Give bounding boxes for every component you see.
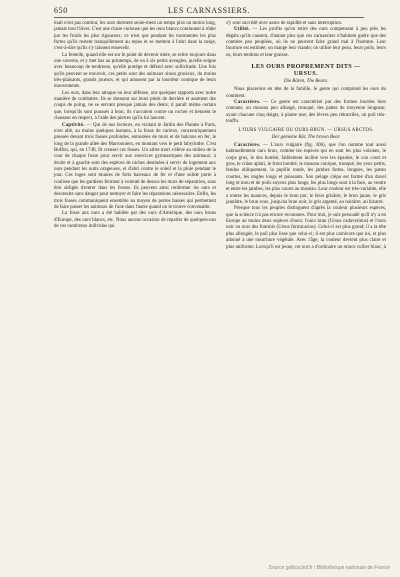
paragraph xyxy=(226,206,386,250)
running-title: LES CARNASSIERS. xyxy=(167,6,251,15)
paragraph xyxy=(54,211,216,230)
paragraph-text: — L'ours vulgaire (fig. 306), que l'on nomme tout aussi habituellement ours brun, comme les espèces qui en sont les plus voisines, le corps gros, le dos bombé, faiblement incliné vers les épaules, le cou court et gros, le crâne aplati, le front bombé, le museau conique, tronqué, les yeux petits, fendus obliquement, la pupille ronde, les jambes fortes, longues, les pattes courtes, les ongles longs et puissants. Son pelage crépu est formé d'un duvel long et mou et de poils soyeux plus longs; les plus longs sont à la face, au ventre et entre les jambes, les plus courts au museau. Leur couleur est très-variable, elle a toutes les nuances, depuis le brun pur, le brun grisâtre, le brun jaune, le gris jaunâtre, le brun roux, jusqu'au brun noir, le gris argenté, au noirâtre, au bizarré. xyxy=(226,143,386,206)
paragraph-text: La fosse aux ours a été habitée par des ours d'Amérique, des ours bruns d'Europe, des ours blancs, etc. Nous aurons occasion de reparler de quelques-uns de ces nombreux individus qui xyxy=(54,211,216,229)
page-number: 650 xyxy=(54,6,68,15)
paragraph-text: — Les profits qu'on retire des ours compensent à peu près les dégâts qu'ils causent, d'autant plus que ces carnassiers n'habitent guère que des contrées peu peuplées, où ils ne peuvent faire grand mal à l'homme. Leur fourrure est estimée; on mange leur viande; on utilise leur peau, leurs poils, leurs os, leurs tendons et leur graisse. xyxy=(226,27,386,58)
section-subtitle: URSUS. xyxy=(293,70,319,77)
paragraph-label: Caractères. xyxy=(234,100,261,106)
species-heading: L'OURS VULGAIRE OU OURS BRUN. — URSUS ARCTOS. xyxy=(238,128,374,134)
paragraph xyxy=(226,87,386,100)
paragraph-label: Utilité. xyxy=(234,27,250,33)
header-rule xyxy=(54,17,364,18)
paragraph xyxy=(226,100,386,125)
paragraph xyxy=(226,27,386,59)
paragraph xyxy=(226,143,386,206)
paragraph-text: s'y sont succédé avec assez de rapidité et sans interruption. xyxy=(226,21,343,26)
paragraph xyxy=(54,123,216,212)
paragraph xyxy=(54,21,216,53)
paragraph-text: Nous placerons en tête de la famille, le genre qui comprend les ours du continent. xyxy=(226,87,386,99)
section-title: LES OURS PROPREMENT DITS — xyxy=(251,63,361,71)
paragraph-label: Captivité. xyxy=(62,122,85,128)
paragraph xyxy=(54,53,216,91)
paragraph-label: Caractères. xyxy=(234,143,261,149)
right-column xyxy=(226,21,386,251)
paragraph-text: — Ce genre est caractérisé par des formes lourdes bien connues; un museau peu allongé, tronqué; des pattes de moyenne longueur, ayant chacune cinq doigts, à plante nue; des lèvres peu rétractiles, un poil très-touffu. xyxy=(226,100,386,125)
paragraph-text: — Qui de nos lecteurs, en visitant le Jardin des Plantes à Paris, n'est allé, au moins quelques instants, à la fosse de curieux, concentriquement pressée devant trois fosses profondes, entourées de murs et de balcons en fer, le long de la grande allée des Marronniers, en montant vers le petit labyrinthe. C'est Buffon, qui, en 1740, fit creuser ces fosses. Un arbre mort s'élève au milieu de la cour de chaque fosse pour servir aux exercices gymnastiques des animaux; à droite et à gauche sont des espèces de niches destinées à servir de logement aux ours pendant les nuits orageuses, et d'abri contre le soleil et la pluie pendant le jour. Ces loges sont munies de forts barreaux de fer et d'une solide porte à coulisse que les gardiens ferment à volonté de dessus les murs de séparation, sans être obligés d'entrer dans les fosses. Ils peuvent ainsi renfermer les ours et descendre sans danger pour nettoyer et faire les réparations nécessaires. Enfin, les trois fosses communiquent ensemble au moyen de portes basses qui permettent de faire passer les animaux de l'une dans l'autre quand on le trouve convenable. xyxy=(54,122,216,210)
paragraph-text: Les ours, dans leur attaque ou leur défense, ont quelques rapports avec notre manière de combattre. Ils se dressent sur leurs pieds de derrière et assènent des coups de poing, ne se servant presque jamais des dents; il paraît même certain que, lorsqu'ils sont poussés à bout, ils s'acculent contre un rocher et tiennent le chasseur en respect, à l'aide des pierres qu'ils lui lancent. xyxy=(54,90,216,122)
paragraph-text: Presque tous les peuples distinguent d'après la couleur plusieurs espèces, que la science n'a pas encore reconnues. Pour moi, je suis persuadé qu'il n'y a en Europe au moins deux espèces d'ours: l'ours brun (Ursus cadaverinus) et l'ours noir ou ours des fourmis (Ursus formicarius). Celui-ci est plus grand; il a la tête plus allongée, le poil plus lisse que celui-ci; il est plus carnivore que lui, et plus adonné à une nourriture végétale. Avec l'âge, la couleur devient plus claire et plus uniforme. Lorsqu'il est jeune, cet ours a d'ordinaire un mince collier blanc, à xyxy=(226,206,387,250)
paragraph-text: La femelle, quand elle est sur le point de devenir mère, se retire toujours dans une caverne, et y met bas au printemps, de un à six petits aveugles, qu'elle soigne avec beaucoup de tendresse, qu'elle protége et défend avec sollicitude. Une fois qu'ils peuvent se mouvoir, ces petits sont des animaux sinon gracieux, du moins très-plaisants, grands joueurs, et qui amusent par la lourdeur comique de leurs mouvements. xyxy=(54,52,216,90)
paragraph xyxy=(54,91,216,123)
left-column xyxy=(54,21,216,230)
species-synonyms: Der gemeine Bär, The brown Bear. xyxy=(271,134,341,140)
source-footer: Source gallica.bnf.fr / Bibliothèque nationale de France xyxy=(268,565,390,571)
paragraph-text: mail n'est pas continu; les ours dorment seule-ment un temps plus ou moins long, jamais tout l'hiver. C'est une chose curieuse que les ours blancs continuent à rôder par les froids les plus rigoureux; ce n'est que pendant les tourmentes les plus fortes qu'ils restent tranquillement au repos et se mettent à l'abri dans la neige, c'est-à-dire qu'ils s'y laissent ensevelir. xyxy=(54,21,216,52)
section-german-name: Die Bären, The Bears. xyxy=(283,79,329,85)
